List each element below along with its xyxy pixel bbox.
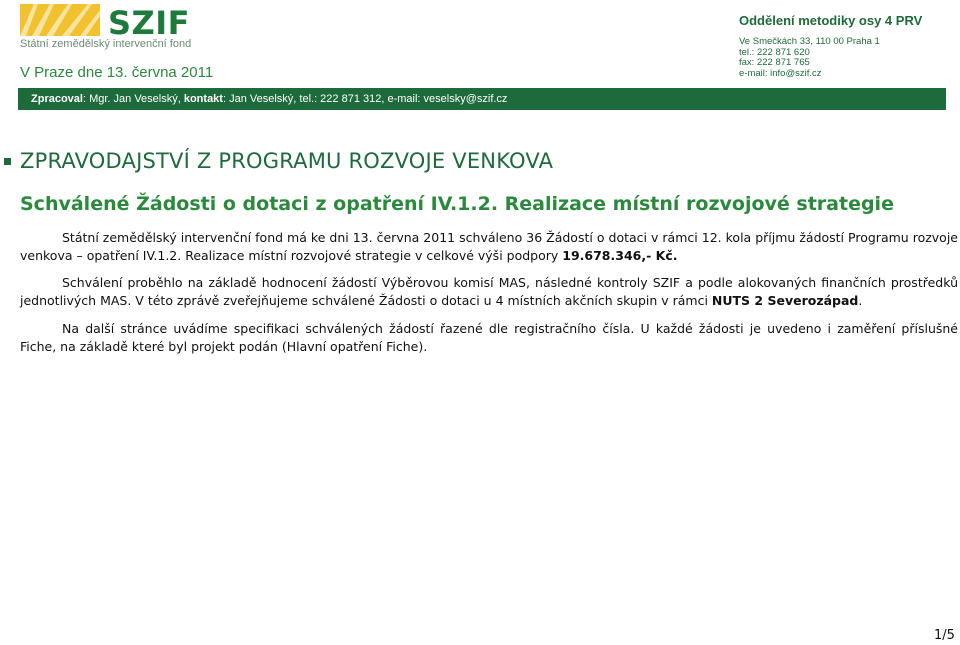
paragraph-approval-end: . — [858, 293, 863, 308]
logo-subtitle: Státní zemědělský intervenční fond — [20, 38, 192, 50]
square-bullet-icon — [4, 158, 11, 165]
field-stripes-icon — [20, 4, 100, 36]
page-number: 1/5 — [934, 628, 955, 643]
department-title: Oddělení metodiky osy 4 PRV — [739, 13, 923, 28]
contact-email[interactable]: e-mail: info@szif.cz — [739, 67, 822, 79]
date-line: V Praze dne 13. června 2011 — [20, 64, 214, 81]
contact-tel: tel.: 222 871 620 — [739, 46, 810, 58]
szif-logo — [20, 4, 200, 52]
paragraph-approval — [20, 274, 958, 310]
contact-address: Ve Smečkách 33, 110 00 Praha 1 — [739, 36, 880, 47]
paragraph-intro — [20, 229, 958, 265]
author-text: : Mgr. Jan Veselský, — [82, 93, 184, 105]
sub-heading: Schválené Žádosti o dotaci z opatření IV.1.2. Realizace místní rozvojové strategie — [20, 193, 894, 215]
paragraph-approval-text: Schválení proběhlo na základě hodnocení žádostí Výběrovou komisí MAS, následné kontroly SZIF a podle alokovaných finančních prostředků jednotlivých MAS. V této zprávě zveřejňujeme schválené Žádosti o dotaci u 4 místních akčních skupin v rámci — [20, 275, 958, 308]
paragraph-next-page: Na další stránce uvádíme specifikaci schválených žádostí řazené dle registračního čísla. U každé žádosti je uvedeno i zaměření příslušné Fiche, na základě které byl projekt podán (Hlavní opatření Fiche). — [20, 321, 958, 354]
paragraph-intro-text: Státní zemědělský intervenční fond má ke dni 13. června 2011 schváleno 36 Žádostí o dotaci v rámci 12. kola příjmu žádostí Programu rozvoje venkova – opatření IV.1.2. Realizace místní rozvojové strategie v celkové výši podpory — [20, 230, 958, 263]
contact-text: : Jan Veselský, tel.: 222 871 312, e-mail: veselsky@szif.cz — [222, 93, 508, 105]
support-amount: 19.678.346,- Kč. — [562, 248, 678, 263]
contact-block — [739, 37, 880, 79]
main-heading: ZPRAVODAJSTVÍ Z PROGRAMU ROZVOJE VENKOVA — [20, 149, 554, 173]
logo-wordmark: SZIF — [108, 4, 191, 42]
contact-label: kontakt — [183, 93, 223, 105]
contact-fax: fax: 222 871 765 — [739, 57, 810, 68]
author-contact-bar — [18, 88, 946, 110]
author-label: Zpracoval — [31, 93, 83, 105]
region-name: NUTS 2 Severozápad — [711, 293, 859, 308]
